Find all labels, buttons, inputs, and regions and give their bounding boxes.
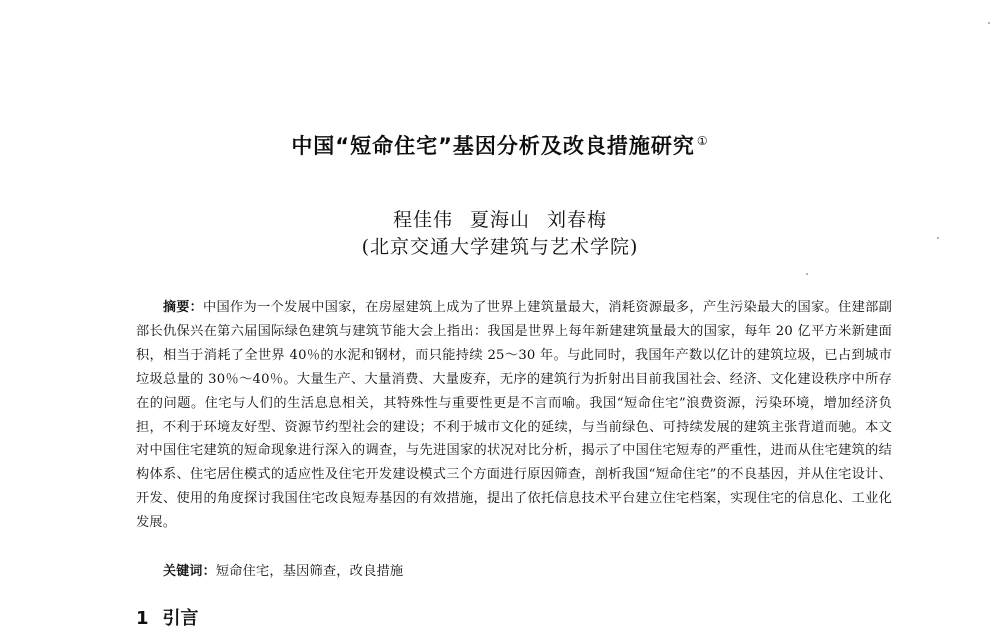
section-number: 1: [136, 608, 149, 629]
author-affiliation: (北京交通大学建筑与艺术学院): [361, 236, 639, 258]
abstract-text: 中国作为一个发展中国家，在房屋建筑上成为了世界上建筑量最大，消耗资源最多，产生污染最大的国家。住建部副部长仇保兴在第六届国际绿色建筑与建筑节能大会上指出：我国是世界上每年新建建筑量最大的国家，每年 20 亿平方米新建面积，相当于消耗了全世界 40％的水泥和钢材，而只能持续 25～30 年。与此同时，我国年产数以亿计的建筑垃圾，已占到城市垃圾总量的 30％～40％。大量生产、大量消费、大量废弃，无序的建筑行为折射出目前我国社会、经济、文化建设秩序中所存在的问题。住宅与人们的生活息息相关，其特殊性与重要性更是不言而喻。我国“短命住宅”浪费资源，污染环境，增加经济负担，不利于环境友好型、资源节约型社会的建设；不利于城市文化的延续，与当前绿色、可持续发展的建筑主张背道而驰。本文对中国住宅建筑的短命现象进行深入的调查，与先进国家的状况对比分析，揭示了中国住宅短寿的严重性，进而从住宅建筑的结构体系、住宅居住模式的适应性及住宅开发建设模式三个方面进行原因筛查，剖析我国“短命住宅”的不良基因，并从住宅设计、开发、使用的角度探讨我国住宅改良短寿基因的有效措施，提出了依托信息技术平台建立住宅档案，实现住宅的信息化、工业化发展。: [136, 300, 892, 531]
author-list: 程佳伟 夏海山 刘春梅: [392, 209, 608, 231]
keywords-text: 短命住宅，基因筛查，改良措施: [215, 564, 404, 579]
paper-title: [0, 130, 1000, 160]
keywords: [163, 560, 403, 579]
keywords-label: 关键词：: [163, 564, 216, 579]
abstract: [136, 296, 892, 535]
section-heading: [136, 604, 199, 630]
section-title: 引言: [162, 608, 199, 629]
scan-speck: [806, 273, 808, 275]
title-footnote-marker: ①: [696, 134, 709, 148]
scan-speck: [988, 22, 990, 24]
paper-title-text: 中国“短命住宅”基因分析及改良措施研究: [291, 134, 695, 158]
scan-speck: [937, 237, 939, 239]
abstract-label: 摘要：: [163, 300, 203, 315]
